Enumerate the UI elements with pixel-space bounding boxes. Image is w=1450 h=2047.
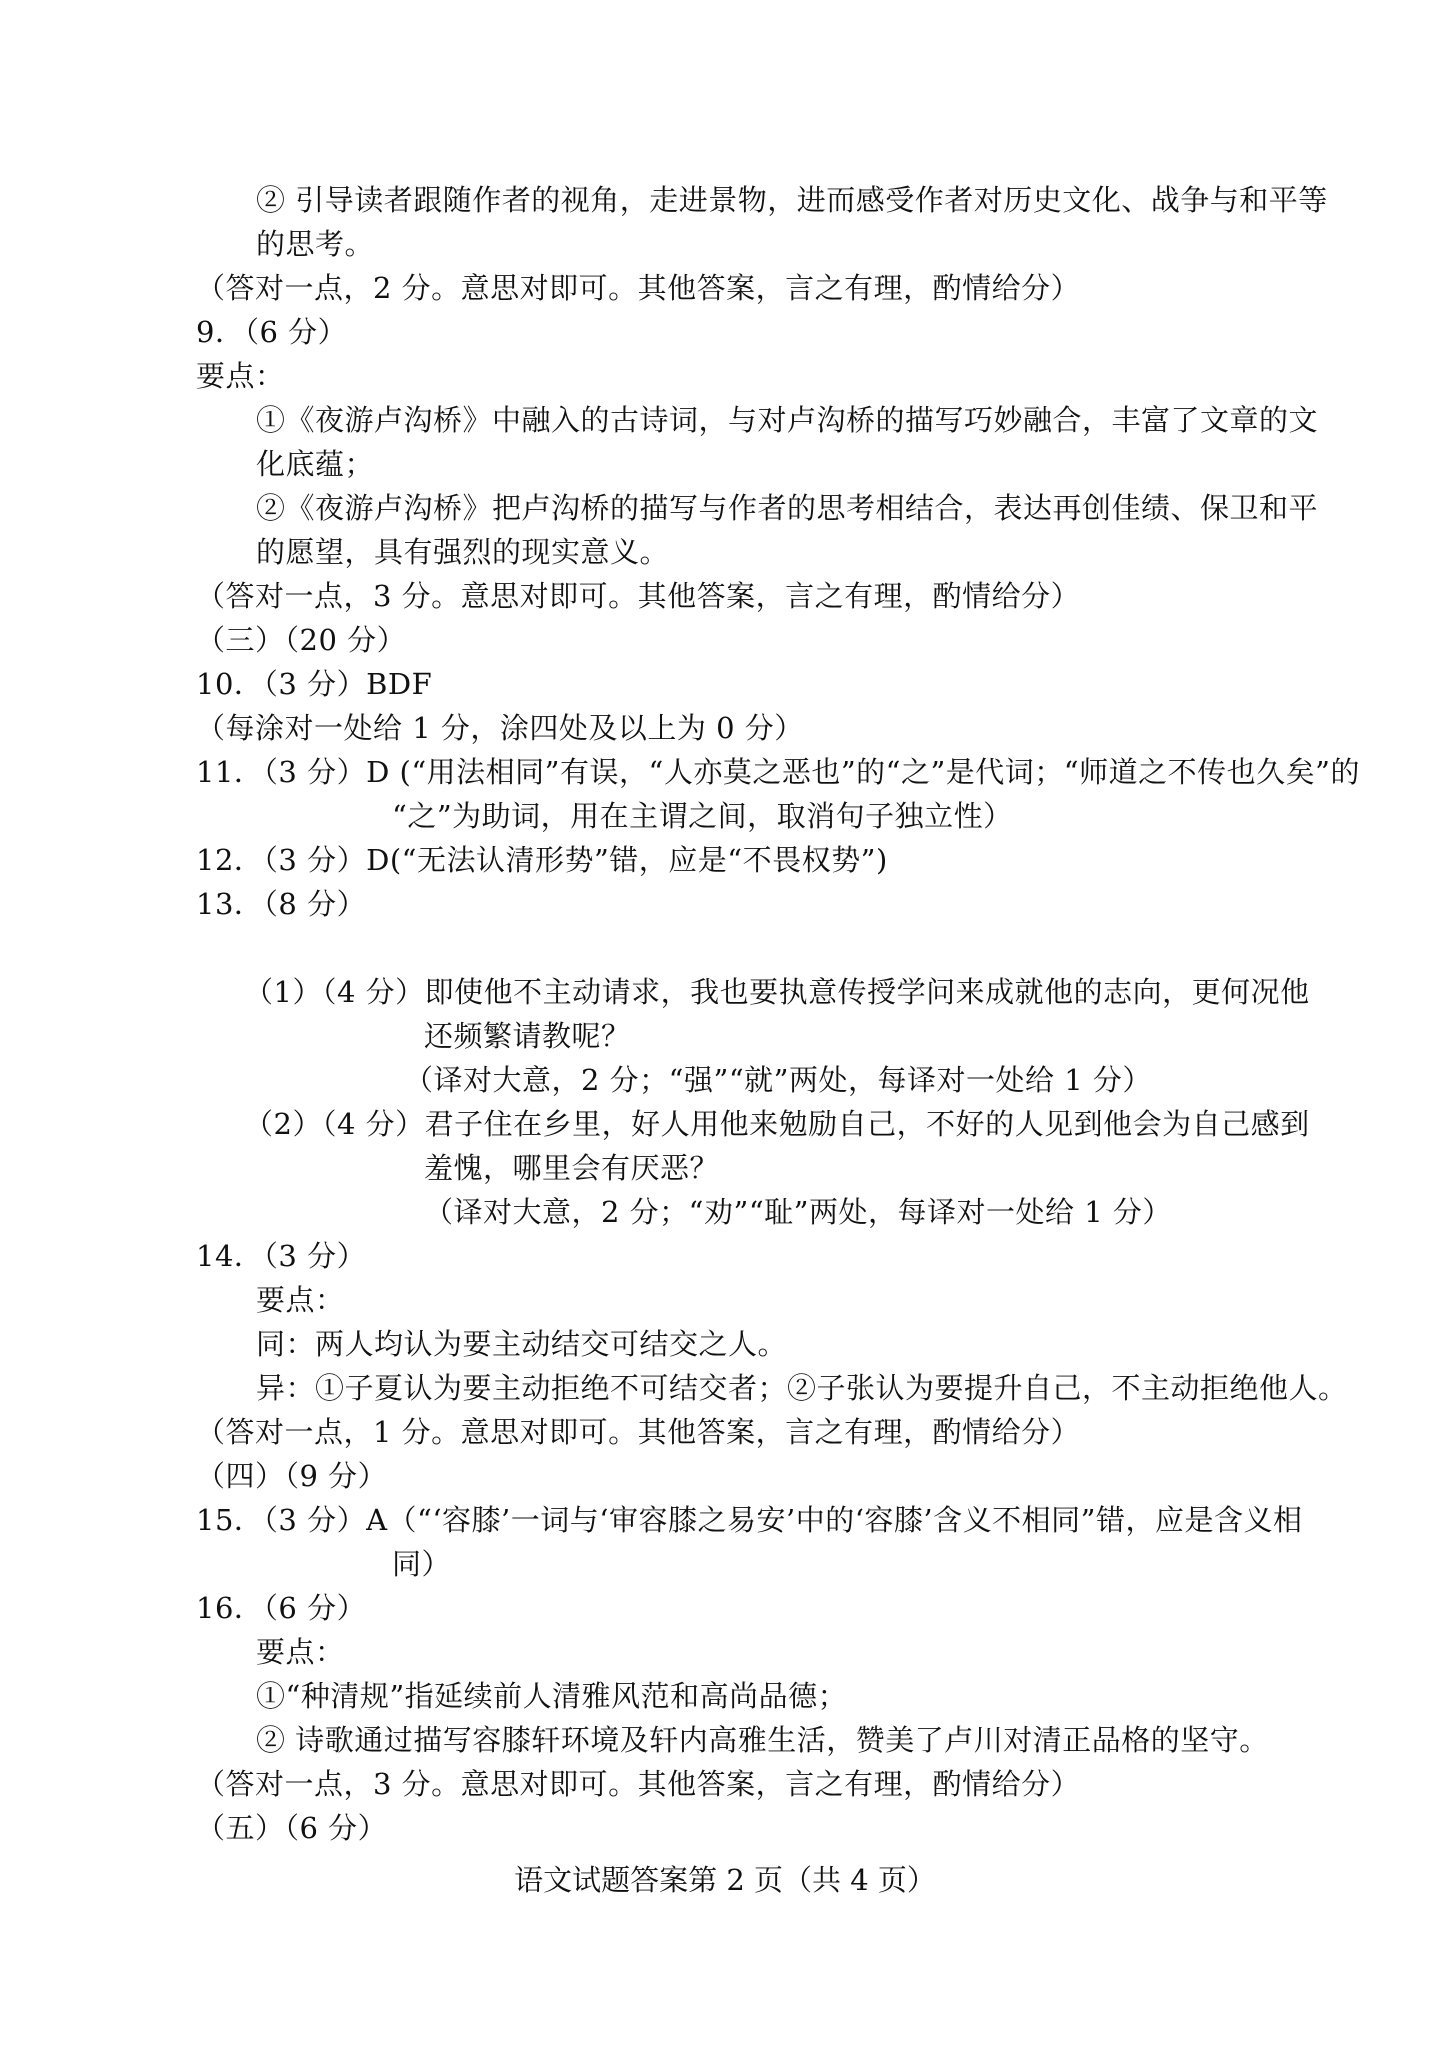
q16-header: 16．（6 分）	[196, 1591, 367, 1625]
q11-answer: 11．（3 分）D (“用法相同”有误，“人亦莫之恶也”的“之”是代词；“师道之不传也久矣”的	[196, 755, 1360, 789]
q10-answer: 10．（3 分）BDF	[196, 667, 433, 701]
page-footer: 语文试题答案第 2 页（共 4 页）	[514, 1863, 936, 1897]
q16-point-1: ①“种清规”指延续前人清雅风范和高尚品德；	[256, 1679, 848, 1713]
q13-part-1-note: （译对大意，2 分；“强”“就”两处，每译对一处给 1 分）	[404, 1063, 1152, 1097]
q15-answer: 15．（3 分）A（“‘容膝’一词与‘审容膝之易安’中的‘容膝’含义不相同”错，应是含义相	[196, 1503, 1303, 1537]
q16-points-label: 要点：	[256, 1635, 345, 1669]
q16-scoring-note: （答对一点，3 分。意思对即可。其他答案，言之有理，酌情给分）	[196, 1767, 1081, 1801]
q14-difference: 异：①子夏认为要主动拒绝不可结交者；②子张认为要提升自己，不主动拒绝他人。	[256, 1371, 1348, 1405]
q14-similarity: 同：两人均认为要主动结交可结交之人。	[256, 1327, 788, 1361]
q14-points-label: 要点：	[256, 1283, 345, 1317]
q8-point-2: ② 引导读者跟随作者的视角，走进景物，进而感受作者对历史文化、战争与和平等	[256, 183, 1328, 217]
q9-point-1-cont: 化底蕴；	[256, 447, 375, 481]
q9-scoring-note: （答对一点，3 分。意思对即可。其他答案，言之有理，酌情给分）	[196, 579, 1081, 613]
q13-part-1-cont: 还频繁请教呢？	[424, 1019, 631, 1053]
q11-answer-cont: “之”为助词，用在主谓之间，取消句子独立性）	[392, 799, 1013, 833]
section-5-header: （五）（6 分）	[196, 1811, 388, 1845]
q12-answer: 12．（3 分）D(“无法认清形势”错，应是“不畏权势”)	[196, 843, 888, 877]
q14-header: 14．（3 分）	[196, 1239, 367, 1273]
section-3-header: （三）（20 分）	[196, 623, 407, 657]
q13-part-2: （2）（4 分）君子住在乡里，好人用他来勉励自己，不好的人见到他会为自己感到	[244, 1107, 1310, 1141]
q9-points-label: 要点：	[196, 359, 285, 393]
q14-scoring-note: （答对一点，1 分。意思对即可。其他答案，言之有理，酌情给分）	[196, 1415, 1081, 1449]
q15-answer-cont: 同）	[392, 1547, 452, 1581]
section-4-header: （四）（9 分）	[196, 1459, 388, 1493]
q10-scoring-note: （每涂对一处给 1 分，涂四处及以上为 0 分）	[196, 711, 804, 745]
q13-header: 13．（8 分）	[196, 887, 367, 921]
q13-part-1: （1）（4 分）即使他不主动请求，我也要执意传授学问来成就他的志向，更何况他	[244, 975, 1310, 1009]
q9-point-2: ②《夜游卢沟桥》把卢沟桥的描写与作者的思考相结合，表达再创佳绩、保卫和平	[256, 491, 1319, 525]
q16-point-2: ② 诗歌通过描写容膝轩环境及轩内高雅生活，赞美了卢川对清正品格的坚守。	[256, 1723, 1269, 1757]
q13-part-2-cont: 羞愧，哪里会有厌恶？	[424, 1151, 720, 1185]
q8-point-2-cont: 的思考。	[256, 227, 375, 261]
q13-part-2-note: （译对大意，2 分；“劝”“耻”两处，每译对一处给 1 分）	[424, 1195, 1172, 1229]
q8-scoring-note: （答对一点，2 分。意思对即可。其他答案，言之有理，酌情给分）	[196, 271, 1081, 305]
q9-header: 9．（6 分）	[196, 315, 348, 349]
q9-point-2-cont: 的愿望，具有强烈的现实意义。	[256, 535, 670, 569]
q9-point-1: ①《夜游卢沟桥》中融入的古诗词，与对卢沟桥的描写巧妙融合，丰富了文章的文	[256, 403, 1319, 437]
